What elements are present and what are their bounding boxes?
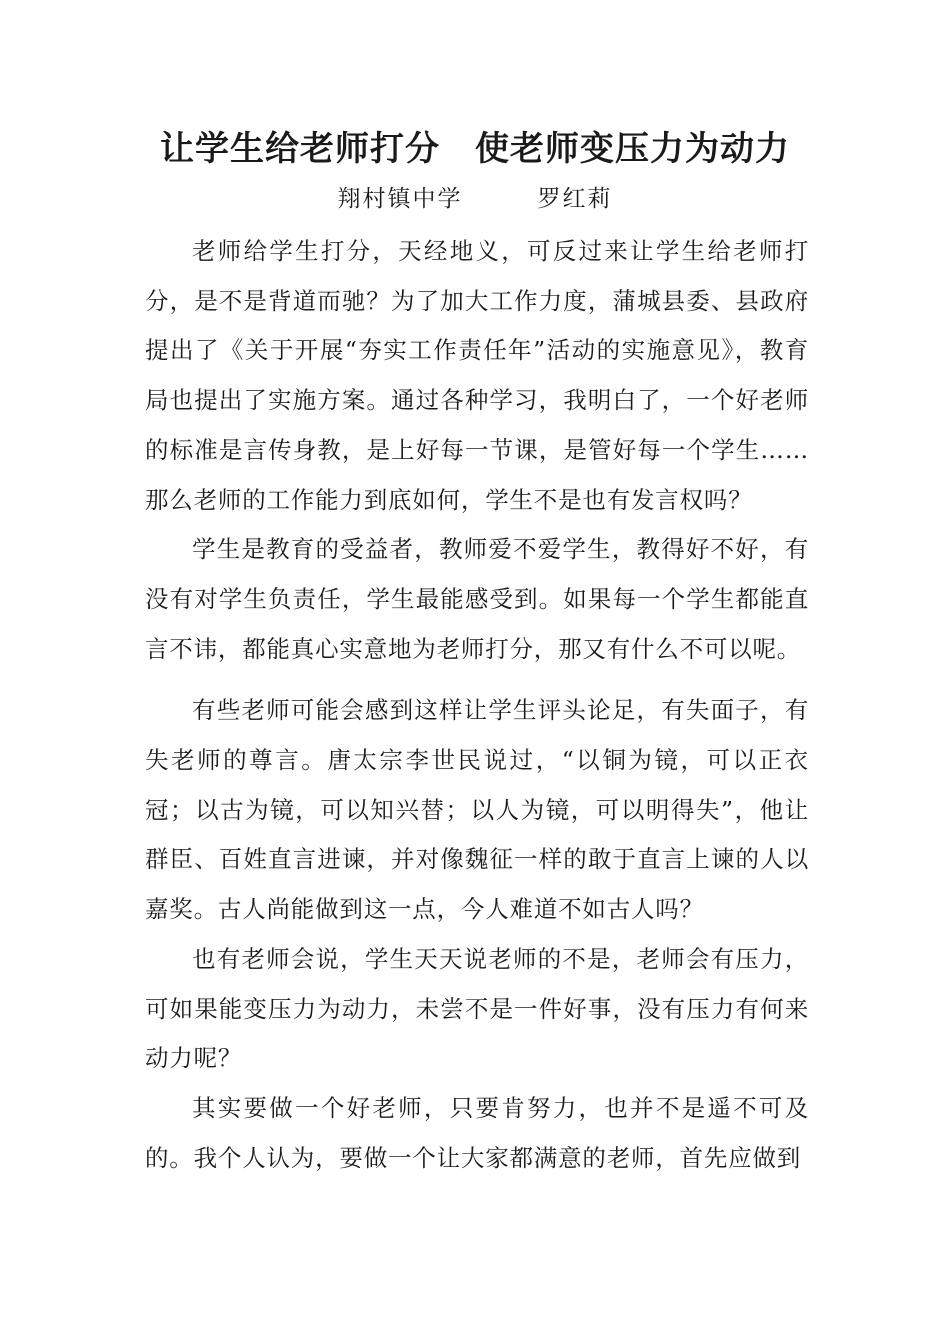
paragraph-2: 学生是教育的受益者，教师爱不爱学生，教得好不好，有没有对学生负责任，学生最能感受到。如果每一个学生都能直言不讳，都能真心实意地为老师打分，那又有什么不可以呢。	[145, 535, 809, 663]
paragraph-4: 也有老师会说，学生天天说老师的不是，老师会有压力，可如果能变压力为动力，未尝不是一件好事，没有压力有何来动力呢？	[145, 944, 809, 1073]
paragraph-3: 有些老师可能会感到这样让学生评头论足，有失面子，有失老师的尊言。唐太宗李世民说过，“以铜为镜，可以正衣冠；以古为镜，可以知兴替；以人为镜，可以明得失”，他让群臣、百姓直言进谏，并对像魏征一样的敢于直言上谏的人以嘉奖。古人尚能做到这一点，今人难道不如古人吗？	[145, 696, 809, 924]
author-byline: 翔村镇中学 罗红莉	[337, 186, 613, 212]
paragraph-5: 其实要做一个好老师，只要肯努力，也并不是遥不可及的。我个人认为，要做一个让大家都满意的老师，首先应做到	[145, 1093, 809, 1172]
paragraph-1: 老师给学生打分，天经地义，可反过来让学生给老师打分，是不是背道而驰？为了加大工作力度，蒲城县委、县政府提出了《关于开展“夯实工作责任年”活动的实施意见》，教育局也提出了实施方案。通过各种学习，我明白了，一个好老师的标准是言传身教，是上好每一节课，是管好每一个学生……那么老师的工作能力到底如何，学生不是也有发言权吗？	[145, 237, 809, 514]
document-body	[145, 227, 809, 1183]
document-title: 让学生给老师打分 使老师变压力为动力	[160, 129, 790, 169]
